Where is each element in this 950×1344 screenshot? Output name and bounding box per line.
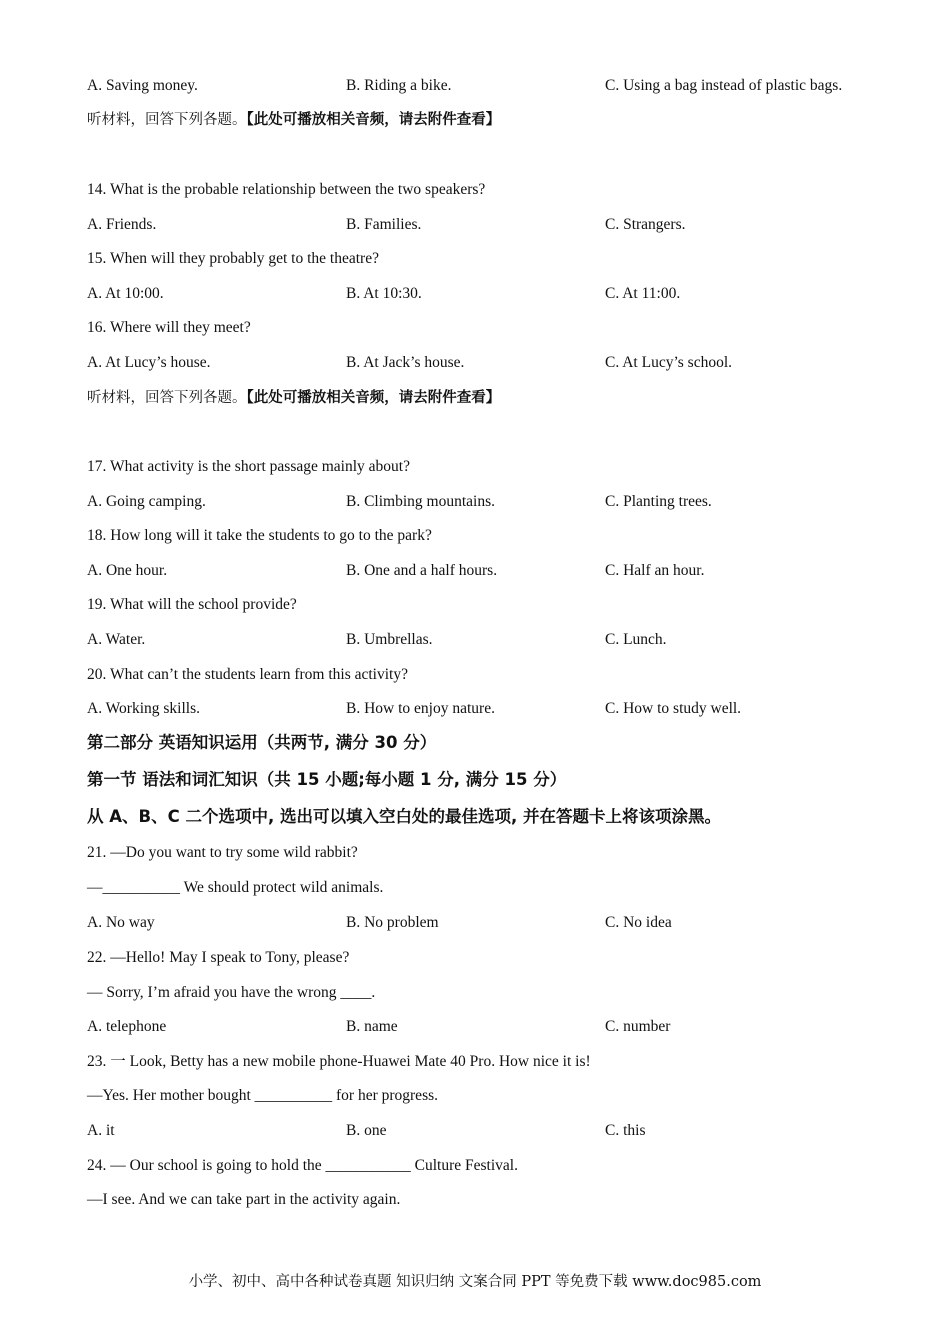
q23-option-c: C. this (605, 1122, 646, 1139)
q20-option-c: C. How to study well. (605, 700, 742, 717)
q17-option-b: B. Climbing mountains. (346, 493, 495, 510)
q20-option-a: A. Working skills. (87, 700, 201, 717)
question-22: 22. —Hello! May I speak to Tony, please? (87, 949, 350, 966)
q20-option-b: B. How to enjoy nature. (346, 700, 495, 717)
q21-option-c: C. No idea (605, 914, 672, 931)
question-21: 21. —Do you want to try some wild rabbit? (87, 844, 358, 861)
q18-option-b: B. One and a half hours. (346, 562, 498, 579)
part2-heading: 第二部分 英语知识运用（共两节, 满分 30 分） (87, 733, 437, 752)
question-14: 14. What is the probable relationship between the two speakers? (87, 181, 486, 198)
question-18: 18. How long will it take the students to go to the park? (87, 527, 432, 544)
question-21-reply: —__________ We should protect wild animals. (87, 879, 384, 896)
instruction-text: 听材料，回答下列各题。 (87, 390, 247, 406)
q16-option-a: A. At Lucy’s house. (87, 354, 211, 371)
question-22-reply: — Sorry, I’m afraid you have the wrong ____. (87, 984, 376, 1001)
q22-option-b: B. name (346, 1018, 398, 1035)
q15-option-a: A. At 10:00. (87, 285, 164, 302)
q15-option-c: C. At 11:00. (605, 285, 681, 302)
listening-instruction-1 (87, 110, 500, 130)
question-19: 19. What will the school provide? (87, 596, 297, 613)
question-17: 17. What activity is the short passage mainly about? (87, 458, 410, 475)
q16-option-b: B. At Jack’s house. (346, 354, 465, 371)
question-20: 20. What can’t the students learn from this activity? (87, 666, 408, 683)
q23-option-b: B. one (346, 1122, 387, 1139)
audio-note: 【此处可播放相关音频，请去附件查看】 (246, 390, 501, 406)
q17-option-c: C. Planting trees. (605, 493, 712, 510)
q14-option-a: A. Friends. (87, 216, 157, 233)
q21-option-b: B. No problem (346, 914, 439, 931)
option-a-saving-money: A. Saving money. (87, 77, 198, 94)
question-23-reply: —Yes. Her mother bought __________ for her progress. (87, 1087, 439, 1104)
question-15: 15. When will they probably get to the theatre? (87, 250, 379, 267)
q21-option-a: A. No way (87, 914, 155, 931)
audio-note: 【此处可播放相关音频，请去附件查看】 (246, 112, 501, 128)
q14-option-c: C. Strangers. (605, 216, 686, 233)
q22-option-c: C. number (605, 1018, 671, 1035)
question-24: 24. — Our school is going to hold the ___________ Culture Festival. (87, 1157, 518, 1174)
q18-option-a: A. One hour. (87, 562, 168, 579)
page-footer: 小学、初中、高中各种试卷真题 知识归纳 文案合同 PPT 等免费下载 www.doc985.com (188, 1274, 762, 1290)
question-24-reply: —I see. And we can take part in the activity again. (87, 1191, 401, 1208)
q22-option-a: A. telephone (87, 1018, 167, 1035)
q19-option-a: A. Water. (87, 631, 146, 648)
q19-option-b: B. Umbrellas. (346, 631, 433, 648)
q14-option-b: B. Families. (346, 216, 422, 233)
option-b-riding-bike: B. Riding a bike. (346, 77, 452, 94)
question-23: 23. 一 Look, Betty has a new mobile phone-Huawei Mate 40 Pro. How nice it is! (87, 1053, 591, 1070)
q18-option-c: C. Half an hour. (605, 562, 705, 579)
q23-option-a: A. it (87, 1122, 115, 1139)
question-16: 16. Where will they meet? (87, 319, 251, 336)
listening-instruction-2 (87, 388, 500, 408)
section1-instruction: 从 A、B、C 二个选项中, 选出可以填入空白处的最佳选项, 并在答题卡上将该项涂黑。 (87, 807, 721, 826)
q19-option-c: C. Lunch. (605, 631, 667, 648)
q16-option-c: C. At Lucy’s school. (605, 354, 733, 371)
instruction-text: 听材料，回答下列各题。 (87, 112, 247, 128)
option-c-using-bag: C. Using a bag instead of plastic bags. (605, 77, 843, 94)
section1-heading: 第一节 语法和词汇知识（共 15 小题;每小题 1 分, 满分 15 分） (87, 770, 567, 789)
q15-option-b: B. At 10:30. (346, 285, 422, 302)
q17-option-a: A. Going camping. (87, 493, 206, 510)
